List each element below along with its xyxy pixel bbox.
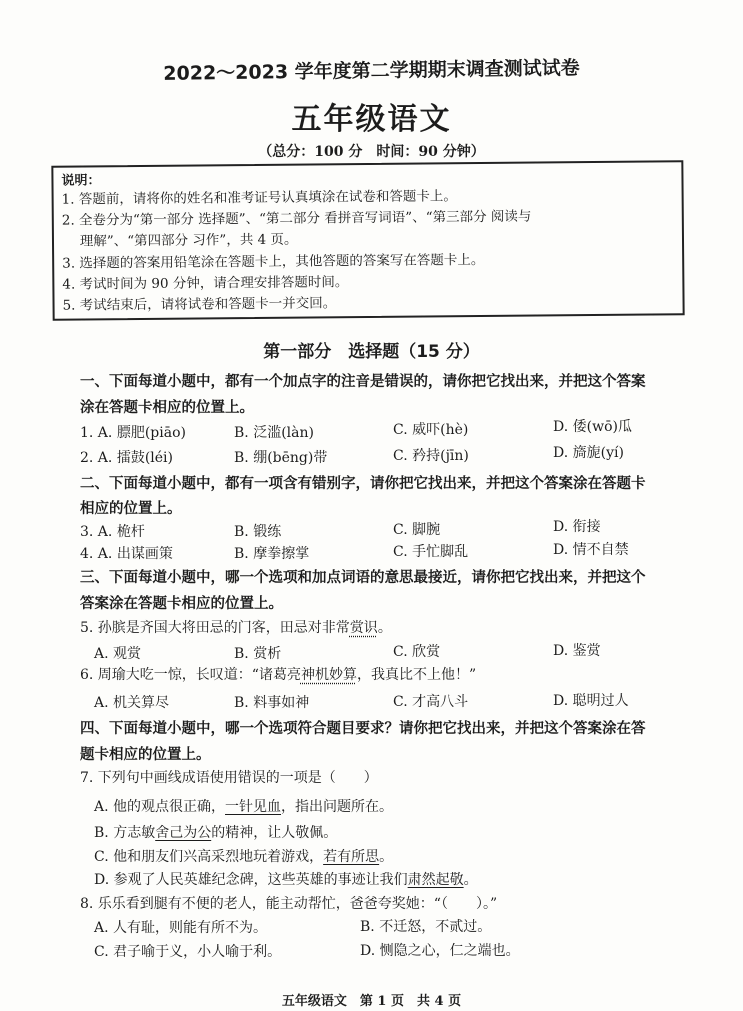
q5-stem [80, 617, 392, 637]
q6-option-b: B. 料事如神 [234, 695, 310, 711]
notice-item: 3. 选择题的答案用铅笔涂在答题卡上，其他答题的答案写在答题卡上。 [62, 251, 485, 272]
q7-option-d [94, 869, 478, 889]
section4-instruction-cont: 题卡相应的位置上。 [80, 747, 211, 763]
q7d-underlined-idiom: 肃然起敬 [407, 872, 464, 888]
q8-stem: 8. 乐乐看到腿有不便的老人，能主动帮忙，爸爸夸奖她：“（ ）。” [80, 896, 498, 912]
section4-instruction: 四、下面每道小题中，哪一个选项符合题目要求？请你把它找出来，并把这个答案涂在答 [80, 721, 646, 737]
q7d-text-end: 。 [463, 872, 478, 888]
q5-option-b: B. 赏析 [234, 646, 282, 662]
q5-option-d: D. 鉴赏 [553, 643, 601, 659]
q1-option-b: B. 泛滥(làn) [234, 425, 314, 441]
q3-option-a: 3. A. 桅杆 [80, 524, 145, 540]
q7-option-c [94, 846, 393, 866]
q3-option-d: D. 衔接 [553, 519, 601, 535]
q1-option-a: 1. A. 膘肥(piāo) [80, 425, 186, 441]
q8-option-d: D. 恻隐之心，仁之端也。 [360, 943, 520, 959]
q5-option-a: A. 观赏 [94, 646, 142, 662]
q6-stem [80, 664, 476, 684]
part1-title: 第一部分 选择题（15 分） [263, 342, 480, 362]
q7c-text: C. 他和朋友们兴高采烈地玩着游戏， [94, 849, 324, 865]
q2-option-c: C. 矜持(jīn) [393, 448, 469, 464]
q2-option-b: B. 绷(bēng)带 [234, 450, 328, 466]
q5-option-c: C. 欣赏 [393, 644, 441, 660]
q8-option-b: B. 不迁怒，不贰过。 [360, 919, 492, 935]
q2-option-d: D. 旖旎(yí) [553, 445, 624, 461]
q3-option-b: B. 锻练 [234, 524, 282, 540]
section1-instruction-cont: 涂在答题卡相应的位置上。 [80, 400, 254, 416]
q6-option-c: C. 才高八斗 [393, 694, 469, 710]
q4-option-b: B. 摩拳擦掌 [234, 546, 310, 562]
q6-dotted-word: 神机妙算 [300, 667, 357, 683]
q7-option-a [94, 796, 393, 816]
q7c-underlined-idiom: 若有所思 [323, 849, 380, 865]
section2-instruction: 二、下面每道小题中，都有一项含有错别字，请你把它找出来，并把这个答案涂在答题卡 [80, 476, 646, 492]
q1-option-c: C. 威吓(hè) [393, 422, 469, 438]
q7d-text: D. 参观了人民英雄纪念碑，这些英雄的事迹让我们 [94, 872, 408, 888]
q3-option-c: C. 脚腕 [393, 522, 441, 538]
notice-item: 2. 全卷分为“第一部分 选择题”、“第二部分 看拼音写词语”、“第三部分 阅读与 [61, 208, 532, 229]
exam-title: 2022～2023 学年度第二学期期末调查测试试卷 [163, 57, 580, 85]
notice-item: 5. 考试结束后，请将试卷和答题卡一并交回。 [62, 295, 337, 314]
q2-option-a: 2. A. 擂鼓(léi) [80, 450, 173, 466]
q1-option-d: D. 倭(wō)瓜 [553, 419, 632, 435]
q7a-text-end: ，指出问题所在。 [281, 799, 394, 815]
exam-info: （总分：100 分 时间：90 分钟） [258, 144, 485, 160]
q6-option-d: D. 聪明过人 [553, 693, 629, 709]
q5-stem-text: 5. 孙膑是齐国大将田忌的门客，田忌对非常 [80, 620, 350, 636]
q7b-underlined-idiom: 舍己为公 [155, 825, 212, 841]
section2-instruction-cont: 相应的位置上。 [80, 501, 182, 517]
subject-title: 五年级语文 [291, 102, 452, 137]
notice-box [51, 160, 684, 321]
q6-stem-end: ，我真比不上他！” [356, 667, 477, 683]
q5-dotted-word: 赏识 [349, 620, 378, 636]
section3-instruction-cont: 答案涂在答题卡相应的位置上。 [80, 596, 283, 612]
q5-stem-end: 。 [377, 620, 392, 636]
section1-instruction: 一、下面每道小题中，都有一个加点字的注音是错误的，请你把它找出来，并把这个答案 [80, 374, 646, 390]
q7-option-b [94, 822, 337, 842]
page-footer: 五年级语文 第 1 页 共 4 页 [281, 994, 462, 1009]
notice-item: 理解”、“第四部分 习作”，共 4 页。 [61, 231, 298, 250]
notice-item: 1. 答题前，请将你的姓名和准考证号认真填涂在试卷和答题卡上。 [61, 188, 457, 208]
q6-option-a: A. 机关算尽 [94, 695, 170, 711]
q7b-text: B. 方志敏 [94, 825, 156, 841]
section3-instruction: 三、下面每道小题中，哪一个选项和加点词语的意思最接近，请你把它找出来，并把这个 [80, 570, 646, 586]
q7c-text-end: 。 [379, 849, 394, 865]
q7a-underlined-idiom: 一针见血 [225, 799, 282, 815]
q4-option-a: 4. A. 出谋画策 [80, 546, 173, 562]
notice-item: 4. 考试时间为 90 分钟，请合理安排答题时间。 [62, 274, 349, 293]
q4-option-c: C. 手忙脚乱 [393, 544, 469, 560]
q8-option-a: A. 人有耻，则能有所不为。 [94, 920, 268, 936]
q4-option-d: D. 情不自禁 [553, 542, 629, 558]
q7a-text: A. 他的观点很正确， [94, 799, 226, 815]
notice-heading: 说明： [61, 173, 101, 189]
q8-option-c: C. 君子喻于义，小人喻于利。 [94, 944, 282, 960]
q6-stem-text: 6. 周瑜大吃一惊，长叹道：“诸葛亮 [80, 667, 301, 683]
q7b-text-end: 的精神，让人敬佩。 [211, 825, 338, 841]
q7-stem: 7. 下列句中画线成语使用错误的一项是（ ） [80, 770, 378, 786]
